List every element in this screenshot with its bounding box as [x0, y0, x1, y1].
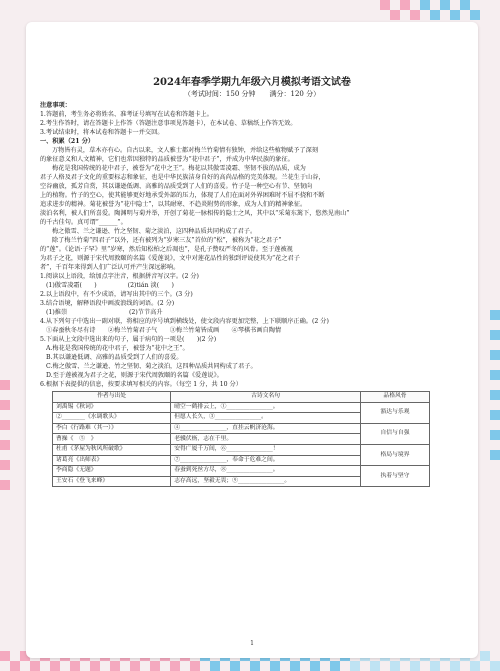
checker-square	[290, 661, 300, 671]
question-6: 6.根据下表提供的信息，按要求填写相关的内容。（每空 1 分，共 10 分）	[40, 381, 242, 388]
checker-square	[420, 0, 430, 10]
table-cell-author: 刘禹锡《秋词》	[53, 402, 171, 413]
checker-square	[440, 0, 450, 10]
checker-square	[480, 651, 490, 661]
table-cell-lines[interactable]: 晴空一鹤排云上，①________________。	[171, 402, 361, 413]
question-3: 3.结合语境，解释语段中画波浪线的词语。(2 分)	[40, 300, 175, 307]
checker-square	[0, 651, 10, 661]
checker-square	[30, 661, 40, 671]
table-cell-lines[interactable]: 但愿人长久，③________________。	[171, 413, 361, 424]
checker-square	[330, 661, 340, 671]
table-cell-character: 执着与坚守	[361, 466, 430, 487]
table-cell-author[interactable]: 曹操《 ⑤ 》	[53, 434, 171, 445]
table-cell-character: 豁达与乐观	[361, 402, 430, 423]
table-cell-character: 格局与境界	[361, 444, 430, 465]
table-cell-author[interactable]: ②________《水调歌头》	[53, 413, 171, 424]
checker-square	[470, 10, 480, 20]
checker-square	[130, 661, 140, 671]
checker-square	[490, 661, 500, 671]
table-row	[53, 466, 430, 477]
exam-title: 2024年春季学期九年级六月模拟考语文试卷	[153, 77, 351, 88]
table-cell-author: 杜甫《茅屋为秋风所破歌》	[53, 444, 171, 455]
passage-line: 梅之傲雪、兰之谦逊、竹之坚韧、菊之淡泊，这四种品质共同构成了君子。	[52, 228, 257, 235]
checker-square	[50, 661, 60, 671]
checker-square	[190, 661, 200, 671]
checker-square	[350, 661, 360, 671]
question-1-parts: (1)傲雪凌霜( ) (2)tián 淡( )	[46, 282, 174, 289]
checker-square	[400, 0, 410, 10]
table-cell-lines[interactable]: ⑦________________，奉命于危难之间。	[171, 455, 361, 466]
table-header-lines: 古诗文名句	[171, 392, 361, 403]
question-5-option-c: C.梅之傲雪、兰之谦逊、竹之坚韧、菊之淡泊，这四种品质共同构成了君子。	[46, 363, 257, 370]
checker-square	[490, 410, 500, 420]
passage-line: 万物皆有灵，草木亦有心。自古以来，文人雅士都对梅兰竹菊情有独钟，并给这些植物赋予了深刻	[52, 147, 319, 154]
checker-square	[490, 450, 500, 460]
checker-square	[450, 661, 460, 671]
checker-square	[430, 10, 440, 20]
question-1: 1.阅读以上语段，给加点字注音，根据拼音写汉字。(2 分)	[40, 273, 199, 280]
checker-square	[370, 661, 380, 671]
table-cell-lines: 老骥伏枥，志在千里。	[171, 434, 361, 445]
checker-square	[0, 480, 10, 490]
checker-square	[0, 440, 10, 450]
question-5-option-d: D.至于莲被视为君子之花，则源于宋代周敦颐的名篇《爱莲说》。	[46, 372, 223, 379]
table-cell-lines[interactable]: ④________________，直挂云帆济沧海。	[171, 423, 361, 434]
table-cell-character: 自信与自强	[361, 423, 430, 444]
passage-line: 为君子之花，则源于宋代周敦颐的名篇《爱莲说》，文中对莲花品性的独到评说使其为“花之君子	[40, 255, 300, 262]
question-5: 5.下面从上文段中选出来的句子，属于病句的一项是( )(2 分)	[40, 336, 217, 343]
table-header-author: 作者与出处	[53, 392, 171, 403]
poetry-table	[52, 391, 430, 487]
checker-square	[230, 661, 240, 671]
checker-square	[470, 661, 480, 671]
checker-square	[490, 350, 500, 360]
question-3-parts: (1)推崇 (2)节节高升	[46, 309, 163, 316]
checker-square	[270, 661, 280, 671]
checker-square	[490, 390, 500, 400]
passage-line: 君子人格及君子文化的重要标志和象征，也是中华民族洁身自好的高尚品格的完美体现。兰花生于山谷，	[40, 174, 325, 181]
checker-square	[150, 661, 160, 671]
table-cell-lines[interactable]: 安得广厦千万间，⑥________________！	[171, 444, 361, 455]
passage-line: 的象征意义和人文精神，它们也常因独特的品质被誉为“花中君子”，并成为中华民族的象征。	[40, 156, 294, 163]
checker-square	[490, 330, 500, 340]
table-row	[53, 444, 430, 455]
checker-square	[210, 661, 220, 671]
table-header-character: 品格风骨	[361, 392, 430, 403]
checker-square	[0, 460, 10, 470]
checker-square	[450, 10, 460, 20]
checker-square	[310, 661, 320, 671]
question-5-option-b: B.其以谦逊低调、高雅的品质受到了人们的喜爱。	[46, 354, 183, 361]
table-cell-lines[interactable]: 春蚕到死丝方尽，⑧________________。	[171, 466, 361, 477]
table-cell-author: 李白《行路难（其一）》	[53, 423, 171, 434]
checker-square	[490, 370, 500, 380]
checker-square	[90, 661, 100, 671]
table-header-row	[53, 392, 430, 403]
checker-square	[460, 0, 470, 10]
question-5-option-a: A.梅花是我国传统的花中君子，被誉为“花中之王”。	[46, 345, 189, 352]
checker-square	[390, 661, 400, 671]
checker-square	[490, 430, 500, 440]
note-item: 3.考试结束时，将本试卷和答题卡一并交回。	[40, 129, 164, 136]
exam-subtitle: （考试时间：150 分钟 满分：120 分）	[183, 90, 321, 98]
page-number: 1	[250, 640, 254, 647]
checker-square	[10, 661, 20, 671]
checker-square	[110, 661, 120, 671]
section-heading: 一、积累（21 分）	[40, 138, 95, 145]
passage-line: 淡泊名利，被人们所喜爱。陶渊明与菊并举，开创了菊花一脉相传的隐士之风，其中以“采菊东篱下，悠然见南山”	[40, 210, 350, 217]
checker-square	[250, 661, 260, 671]
checker-square	[430, 661, 440, 671]
table-cell-author: 王安石《登飞来峰》	[53, 476, 171, 487]
checker-square	[490, 310, 500, 320]
question-4-options: ①春蚕秋冬尽有诗 ②梅兰竹菊君子气 ③梅兰竹菊皆成画 ④琴棋书画自陶情	[46, 327, 282, 334]
checker-square	[390, 10, 400, 20]
checker-square	[0, 380, 10, 390]
table-row	[53, 402, 430, 413]
checker-square	[410, 10, 420, 20]
checker-square	[0, 420, 10, 430]
question-4: 4.从下列句子中选出一副对联，将相应的序号填到横线处，使文段内容更加完整，上下联顺序正确。(2 分)	[40, 318, 329, 325]
checker-square	[70, 661, 80, 671]
table-cell-author: 李商隐《无题》	[53, 466, 171, 477]
checker-square	[170, 661, 180, 671]
passage-line: 梅花是我国传统的花中君子，被誉为“花中之王”。梅花以其傲雪凌霜、坚韧不拔的品质，成为	[52, 165, 306, 172]
table-row	[53, 423, 430, 434]
note-item: 2.考生作答时，请在答题卡上作答（答题注意事项见答题卡），在本试卷、草稿纸上作答无效。	[40, 120, 297, 127]
passage-line: 除了梅兰竹菊“四君子”以外，还有被列为“岁寒三友”首位的“松”，被称为“花之君子”	[52, 237, 282, 244]
passage-line: 的“莲”。《论语·子罕》里“岁寒，然后知松柏之后凋也”，是孔子赞叹严冬的风骨。至于莲被视	[40, 246, 293, 253]
table-cell-lines[interactable]: 志存高远，坚毅无畏；⑨________________。	[171, 476, 361, 487]
note-item: 1.答题前，考生务必将姓名、准考证号填写在试卷和答题卡上。	[40, 111, 213, 118]
passage-line: 追求进步的精神。菊花被誉为“花中隐士”，以其耐寒、不趋炎附势的形象，成为人们的精神象征。	[40, 201, 307, 208]
question-2: 2.以上语段中，有不少成语，请写出其中的三个。(3 分)	[40, 291, 193, 298]
checker-square	[410, 661, 420, 671]
passage-line: 空谷幽放，孤芳自赏，其以谦逊低调、高雅的品质受到了人们的喜爱。竹子是一种空心有节、坚韧向	[40, 183, 313, 190]
table-cell-author: 诸葛亮《出师表》	[53, 455, 171, 466]
notes-heading: 注意事项：	[40, 102, 71, 109]
checker-square	[0, 400, 10, 410]
checker-square	[380, 0, 390, 10]
exam-paper	[26, 22, 478, 658]
passage-line: 上的植物。竹子的空心，使其能够更好地承受外部的压力，体现了人们在面对外界困难时不屈不挠和不断	[40, 192, 325, 199]
passage-line: 的千古佳句。真可谓“______”。	[40, 219, 127, 226]
passage-line: 者”，千百年来得到人们广泛认可并产生深远影响。	[40, 264, 180, 271]
